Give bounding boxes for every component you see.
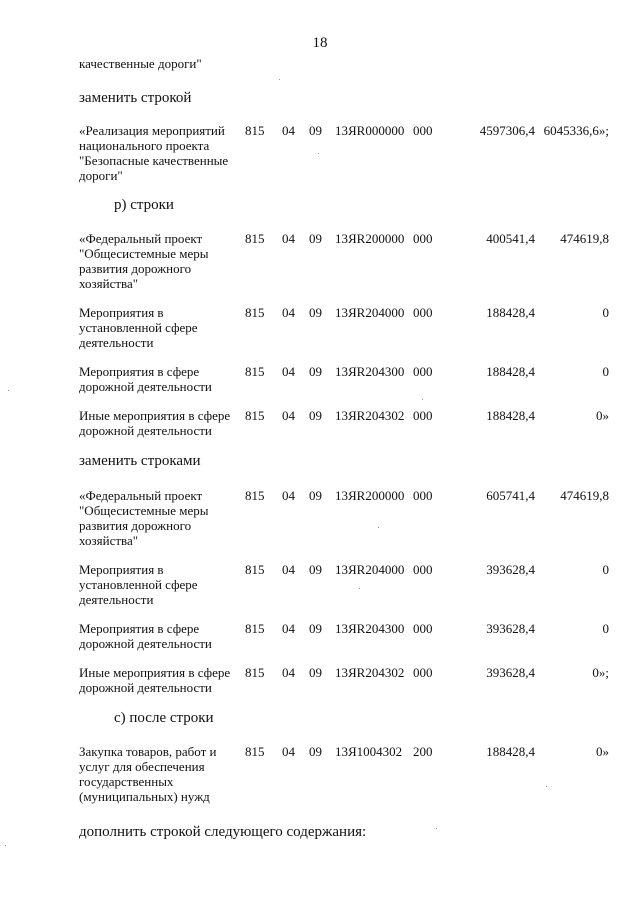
cell-amount-2: 0»: [596, 408, 609, 423]
cell-section: 04: [282, 305, 295, 320]
cell-subsection: 09: [309, 364, 322, 379]
heading-replace-one: заменить строкой: [79, 90, 192, 106]
cell-amount-1: 4597306,4: [479, 123, 535, 138]
cell-target-article: 13ЯR204300: [335, 364, 405, 379]
cell-expense-type: 000: [413, 488, 433, 503]
cell-expense-type: 000: [413, 408, 433, 423]
heading-replace-many: заменить строками: [79, 453, 201, 469]
cell-expense-type: 000: [413, 621, 433, 636]
cell-admin-code: 815: [245, 488, 265, 503]
row-name: Мероприятия в сфере дорожной деятельности: [79, 621, 212, 651]
cell-amount-1: 393628,4: [486, 562, 535, 577]
cell-amount-1: 188428,4: [486, 408, 535, 423]
cell-section: 04: [282, 744, 295, 759]
row-name: «Реализация мероприятий национального проекта "Безопасные качественные дороги": [79, 123, 229, 183]
cell-admin-code: 815: [245, 364, 265, 379]
scan-speck: [279, 79, 280, 80]
cell-target-article: 13ЯR000000: [335, 123, 405, 138]
cell-subsection: 09: [309, 305, 322, 320]
cell-amount-2: 0»;: [592, 665, 609, 680]
cell-section: 04: [282, 488, 295, 503]
cell-amount-2: 0: [602, 562, 609, 577]
cell-admin-code: 815: [245, 562, 265, 577]
cell-expense-type: 000: [413, 231, 433, 246]
cell-target-article: 13ЯR200000: [335, 488, 405, 503]
continuation-text: качественные дороги": [79, 56, 202, 71]
cell-expense-type: 000: [413, 562, 433, 577]
scan-speck: [378, 527, 379, 528]
row-name: Закупка товаров, работ и услуг для обеспечения государственных (муниципальных) нужд: [79, 744, 217, 804]
row-name: «Федеральный проект "Общесистемные меры развития дорожного хозяйства": [79, 488, 209, 548]
row-name: Иные мероприятия в сфере дорожной деятельности: [79, 665, 231, 695]
cell-amount-2: 0: [602, 364, 609, 379]
cell-expense-type: 000: [413, 305, 433, 320]
cell-section: 04: [282, 562, 295, 577]
cell-expense-type: 200: [413, 744, 433, 759]
row-name: Мероприятия в сфере дорожной деятельности: [79, 364, 212, 394]
scan-speck: [436, 828, 437, 829]
cell-amount-2: 0: [602, 305, 609, 320]
cell-amount-1: 188428,4: [486, 364, 535, 379]
cell-admin-code: 815: [245, 408, 265, 423]
row-name: Мероприятия в установленной сфере деятельности: [79, 305, 198, 350]
cell-section: 04: [282, 621, 295, 636]
scan-speck: [318, 153, 319, 154]
cell-expense-type: 000: [413, 364, 433, 379]
cell-admin-code: 815: [245, 665, 265, 680]
cell-admin-code: 815: [245, 231, 265, 246]
cell-expense-type: 000: [413, 123, 433, 138]
cell-subsection: 09: [309, 123, 322, 138]
row-name: Мероприятия в установленной сфере деятельности: [79, 562, 198, 607]
cell-amount-1: 393628,4: [486, 665, 535, 680]
heading-after-s: с) после строки: [114, 710, 214, 726]
cell-admin-code: 815: [245, 744, 265, 759]
cell-target-article: 13ЯR204000: [335, 562, 405, 577]
cell-section: 04: [282, 123, 295, 138]
cell-section: 04: [282, 364, 295, 379]
cell-amount-2: 6045336,6»;: [543, 123, 609, 138]
cell-amount-2: 474619,8: [560, 488, 609, 503]
cell-amount-2: 0»: [596, 744, 609, 759]
cell-target-article: 13ЯR200000: [335, 231, 405, 246]
cell-amount-1: 188428,4: [486, 744, 535, 759]
cell-subsection: 09: [309, 488, 322, 503]
scan-speck: [546, 786, 547, 787]
cell-amount-1: 393628,4: [486, 621, 535, 636]
cell-subsection: 09: [309, 231, 322, 246]
cell-admin-code: 815: [245, 123, 265, 138]
cell-subsection: 09: [309, 562, 322, 577]
cell-amount-1: 400541,4: [486, 231, 535, 246]
scan-speck: [5, 845, 6, 846]
cell-target-article: 13ЯR204302: [335, 665, 405, 680]
page-number: 18: [312, 35, 328, 51]
cell-target-article: 13ЯR204302: [335, 408, 405, 423]
heading-strings-r: р) строки: [114, 197, 174, 213]
scan-speck: [422, 399, 423, 400]
cell-subsection: 09: [309, 621, 322, 636]
scan-speck: [359, 588, 360, 589]
cell-amount-1: 188428,4: [486, 305, 535, 320]
cell-target-article: 13ЯR204300: [335, 621, 405, 636]
cell-target-article: 13Я1004302: [335, 744, 403, 759]
row-name: «Федеральный проект "Общесистемные меры развития дорожного хозяйства": [79, 231, 209, 291]
cell-expense-type: 000: [413, 665, 433, 680]
row-name: Иные мероприятия в сфере дорожной деятельности: [79, 408, 231, 438]
cell-section: 04: [282, 408, 295, 423]
cell-target-article: 13ЯR204000: [335, 305, 405, 320]
cell-section: 04: [282, 665, 295, 680]
cell-admin-code: 815: [245, 621, 265, 636]
cell-subsection: 09: [309, 744, 322, 759]
cell-admin-code: 815: [245, 305, 265, 320]
cell-section: 04: [282, 231, 295, 246]
cell-amount-2: 0: [602, 621, 609, 636]
cell-amount-2: 474619,8: [560, 231, 609, 246]
heading-add-row: дополнить строкой следующего содержания:: [79, 824, 367, 840]
cell-subsection: 09: [309, 665, 322, 680]
cell-subsection: 09: [309, 408, 322, 423]
scan-speck: [8, 390, 9, 391]
cell-amount-1: 605741,4: [486, 488, 535, 503]
